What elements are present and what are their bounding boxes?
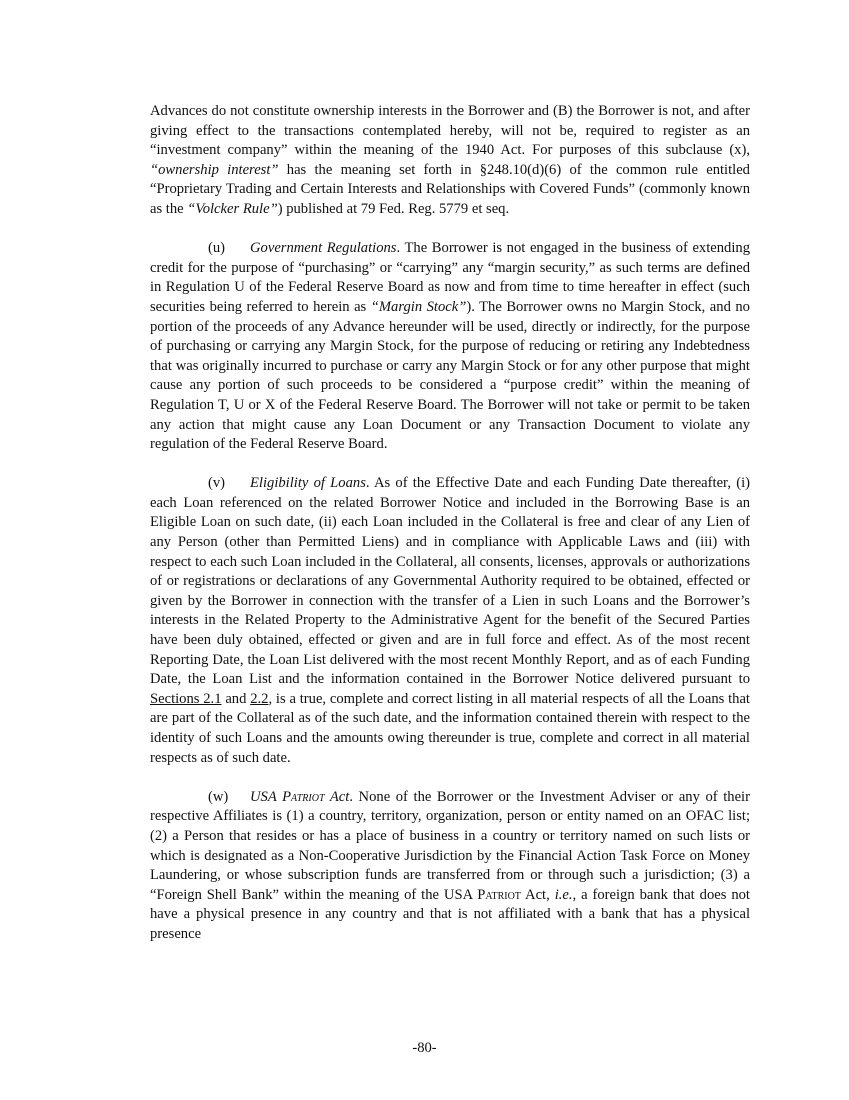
page-number: -80- <box>412 1040 437 1056</box>
text-run-smallcaps: atriot <box>485 886 521 903</box>
text-run: ) published at 79 Fed. Reg. 5779 et seq. <box>277 200 510 217</box>
clause-number: (v) <box>208 475 226 492</box>
text-run: ). The Borrower owns no Margin Stock, and no portion of the proceeds of any Advance hereunder will be used, directly or indirectly, for the purpose of purchasing or carrying any Margin Stock, for the purpose of reducing or retiring any Indebtedness that was originally incurred to purchase or carry any Margin Stock or for any other purpose that might cause any portion of such proceeds to be considered a “purpose credit” within the meaning of Regulation T, U or X of the Federal Reserve Board. The Borrower will not take or permit to be taken any action that might cause any Loan Document or any Transaction Document to violate any regulation of the Federal Reserve Board. <box>150 298 750 453</box>
heading-run: USA P <box>250 788 291 805</box>
section-reference-2-2[interactable]: 2.2 <box>250 690 269 707</box>
text-run: and <box>221 690 251 707</box>
defined-term: “ownership interest” <box>150 161 279 178</box>
text-run: Act, <box>520 886 555 903</box>
clause-heading: Government Regulations <box>250 240 397 257</box>
clause-number: (u) <box>208 240 226 257</box>
paragraph-u <box>150 239 750 455</box>
defined-term: “Margin Stock” <box>370 298 467 315</box>
clause-heading: Eligibility of Loans <box>250 475 366 492</box>
paragraph-intro <box>150 102 750 220</box>
text-run: Advances do not constitute ownership interests in the Borrower and (B) the Borrower is not, and after giving effect to the transactions contemplated hereby, will not be, required to register as an “investment company” within the meaning of the 1940 Act. For purposes of this subclause (x), <box>150 103 750 159</box>
italic-run: i.e., <box>554 886 577 903</box>
clause-number: (w) <box>208 788 229 805</box>
defined-term: “Volcker Rule” <box>187 200 278 217</box>
heading-run-smallcaps: atriot <box>291 788 325 805</box>
clause-heading <box>250 789 349 805</box>
heading-run: Act <box>324 788 350 805</box>
text-run: . The Borrower is not engaged in the business of extending credit for the purpose of “purchasing” or “carrying” any “margin security,” as such terms are defined in Regulation U of the Federal Reserve Board as now and from time to time hereafter in effect (such securities being referred to herein as <box>150 240 750 315</box>
paragraph-v <box>150 474 750 768</box>
text-run: a foreign bank that does not have a physical presence in any country and that is not affiliated with a bank that has a physical presence <box>150 886 750 942</box>
section-reference-2-1[interactable]: Sections 2.1 <box>150 690 222 707</box>
text-run: . None of the Borrower or the Investment Adviser or any of their respective Affiliates is (1) a country, territory, organization, person or entity named on an OFAC list; (2) a Person that resides or has a place of business in a country or territory named on such lists or which is designated as a Non-Cooperative Jurisdiction by the Financial Action Task Force on Money Laundering, or whose subscription funds are transferred from or through such a jurisdiction; (3) a “Foreign Shell Bank” within the meaning of the USA P <box>150 788 750 903</box>
text-run: . As of the Effective Date and each Funding Date thereafter, (i) each Loan referenced on the related Borrower Notice and included in the Borrowing Base is an Eligible Loan on such date, (ii) each Loan included in the Collateral is free and clear of any Lien of any Person (other than Permitted Liens) and in compliance with Applicable Laws and (iii) with respect to each such Loan included in the Collateral, all consents, licenses, approvals or authorizations of or registrations or declarations of any Governmental Authority required to be obtained, effected or given by the Borrower in connection with the transfer of a Lien in such Loans and the Borrower’s interests in the Related Property to the Administrative Agent for the benefit of the Secured Parties have been duly obtained, effected or given and are in full force and effect. As of the most recent Reporting Date, the Loan List delivered with the most recent Monthly Report, and as of each Funding Date, the Loan List and the information contained in the Borrower Notice delivered pursuant to <box>150 475 750 688</box>
text-run: has the meaning set forth in §248.10(d)(6) of the common rule entitled “Proprietary Trading and Certain Interests and Relationships with Covered Funds” (commonly known as the <box>150 161 750 217</box>
paragraph-w <box>150 788 750 945</box>
text-run: , is a true, complete and correct listing in all material respects of all the Loans that are part of the Collateral as of the such date, and the information contained therein with respect to the identity of such Loans and the amounts owing thereunder is true, complete and correct in all material respects as of such date. <box>150 690 750 766</box>
document-body <box>150 102 750 945</box>
